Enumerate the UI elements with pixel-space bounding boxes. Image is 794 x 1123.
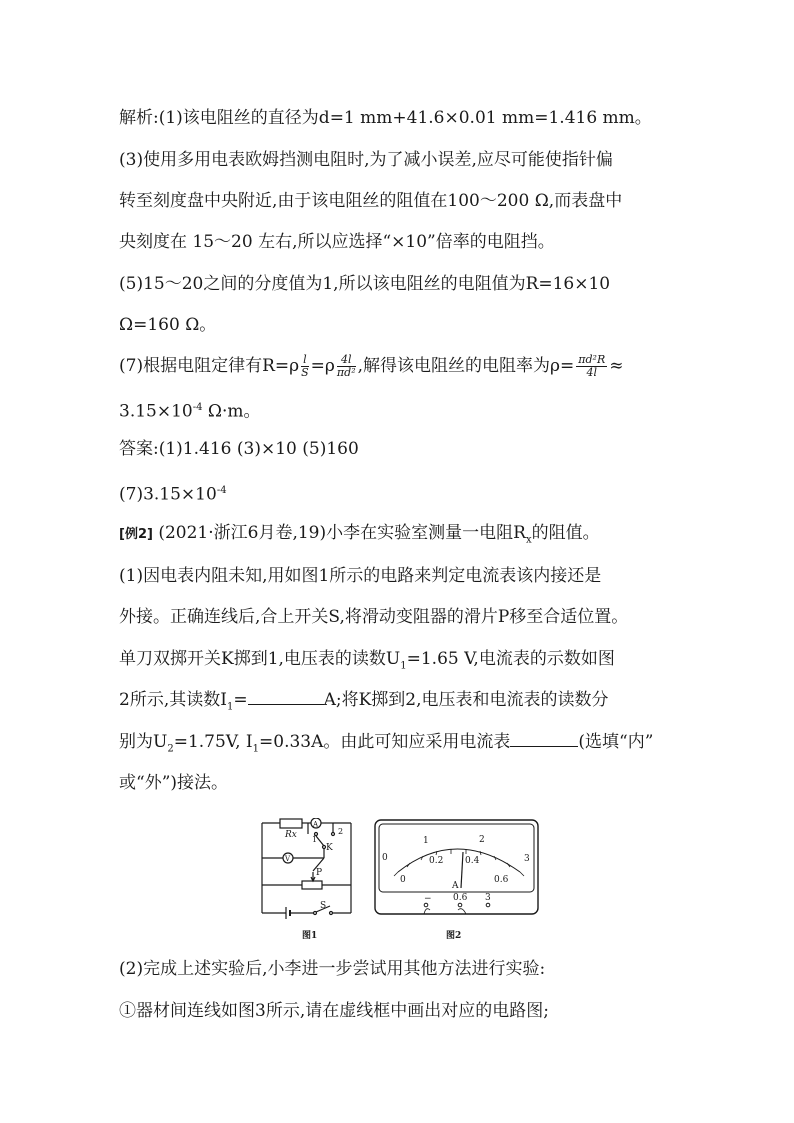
caption-fig1: 图1	[302, 931, 318, 941]
u1-subscript: 1	[400, 660, 407, 672]
terminal-label-0-6: 0.6	[453, 893, 468, 903]
fraction-pid2r-over-4l: $\frac{\text{πd²R}}{4l}$	[578, 353, 606, 379]
analysis-line-8	[119, 397, 261, 423]
example-line-7: 或“外”)接法。	[119, 773, 229, 793]
label-ammeter: A	[313, 820, 319, 829]
example-line-3: 外接。正确连线后,合上开关S,将滑动变阻器的滑片P移至合适位置。	[119, 607, 629, 627]
scale-bottom-0: 0	[400, 875, 406, 885]
resistivity-exponent: -4	[192, 402, 203, 413]
answer-resistivity: (7)3.15×10	[119, 484, 217, 505]
meter-needle	[461, 852, 463, 888]
label-rx: Rx	[285, 830, 297, 840]
resistivity-unit: Ω·m。	[202, 401, 261, 422]
figures-svg	[258, 818, 540, 946]
scale-bottom-0-2: 0.2	[429, 856, 444, 866]
example-line-4	[119, 648, 615, 677]
answer-line-2	[119, 480, 227, 506]
analysis-line-7	[119, 354, 623, 379]
label-p: P	[316, 868, 323, 878]
example-line-6-d: (选填“内”	[578, 732, 654, 752]
figure-2-labels	[382, 835, 530, 941]
i1-subscript: 1	[226, 701, 234, 713]
answer-exponent: -4	[216, 485, 227, 496]
example-line-6-c: =0.33A。由此可知应采用电流表	[259, 732, 511, 752]
example-tag: [例2]	[119, 527, 153, 542]
scale-top-3: 3	[524, 854, 530, 864]
lead-wire-2	[458, 909, 466, 914]
example-line-6-b: =1.75V, I	[173, 732, 253, 752]
formula-text-d: ≈	[609, 356, 624, 376]
connection-method-blank[interactable]	[510, 746, 578, 747]
example-line-5-a: 2所示,其读数I	[119, 690, 227, 710]
scale-top-0: 0	[382, 853, 388, 863]
scale-bottom-0-4: 0.4	[465, 856, 480, 866]
caption-fig2: 图2	[446, 931, 462, 941]
example-source: (2021·浙江6月卷,19)小李在实验室测量一电阻R	[158, 523, 526, 543]
analysis-line-6: Ω=160 Ω。	[119, 315, 217, 335]
rheostat	[302, 881, 322, 889]
analysis-line-2: (3)使用多用电表欧姆挡测电阻时,为了减小误差,应尽可能使指针偏	[119, 150, 613, 170]
scale-top-1: 1	[423, 836, 429, 846]
label-k: K	[326, 843, 333, 853]
formula-text-c: ,解得该电阻丝的电阻率为ρ=	[357, 356, 575, 376]
label-pos-1: 1	[312, 835, 318, 844]
example-line-6-a: 别为U	[119, 732, 168, 752]
i1-subscript-2: 1	[252, 743, 260, 755]
u2-subscript: 2	[167, 743, 174, 755]
label-s: S	[320, 901, 327, 911]
contact-2	[332, 833, 335, 836]
terminal-label-minus: −	[424, 894, 432, 904]
lead-wire-1	[424, 909, 430, 914]
fraction-l-over-s: $\frac{l}{S}$	[301, 353, 309, 379]
rx-subscript: x	[525, 534, 532, 546]
analysis-line-4: 央刻度在 15～20 左右,所以应选择“×10”倍率的电阻挡。	[119, 232, 555, 252]
example-line-5-b: =	[233, 690, 248, 710]
current-reading-blank[interactable]	[248, 704, 324, 705]
scale-bottom-0-6: 0.6	[494, 875, 509, 885]
example-line-1	[119, 522, 600, 551]
answer-line-1: 答案:(1)1.416 (3)×10 (5)160	[119, 439, 359, 459]
formula-text-a: (7)根据电阻定律有R=ρ	[119, 356, 300, 376]
example-line-5-c: A;将K掷到2,电压表和电流表的读数分	[323, 690, 609, 710]
example-line-2: (1)因电表内阻未知,用如图1所示的电路来判定电流表该内接还是	[119, 566, 602, 586]
part2-line-2: ①器材间连线如图3所示,请在虚线框中画出对应的电路图;	[119, 1001, 549, 1021]
terminal-3	[486, 903, 490, 907]
resistivity-value: 3.15×10	[119, 401, 193, 422]
analysis-line-1: 解析:(1)该电阻丝的直径为d=1 mm+41.6×0.01 mm=1.416 mm。	[119, 108, 652, 128]
example-line-1-end: 的阻值。	[531, 523, 600, 543]
example-line-4-b: =1.65 V,电流表的示数如图	[406, 649, 615, 669]
label-voltmeter: V	[285, 855, 291, 863]
unit-label: A	[452, 881, 459, 891]
circuit-figures	[258, 818, 540, 950]
analysis-line-3: 转至刻度盘中央附近,由于该电阻丝的阻值在100～200 Ω,而表盘中	[119, 191, 623, 211]
terminal-0-6	[458, 903, 462, 907]
part2-line-1: (2)完成上述实验后,小李进一步尝试用其他方法进行实验:	[119, 959, 546, 979]
scale-arc	[398, 849, 520, 872]
analysis-line-5: (5)15～20之间的分度值为1,所以该电阻丝的电阻值为R=16×10	[119, 274, 611, 294]
scale-top-2: 2	[479, 835, 485, 845]
formula-text-b: =ρ	[310, 356, 335, 376]
example-line-4-a: 单刀双掷开关K掷到1,电压表的读数U	[119, 649, 401, 669]
terminal-label-3: 3	[485, 893, 491, 903]
fraction-4l-over-pid2: $\frac{4l}{\text{πd²}}$	[336, 353, 356, 379]
switch-k-blade	[316, 836, 324, 846]
label-pos-2: 2	[338, 827, 344, 836]
example-line-6	[119, 731, 653, 760]
resistor-rx	[280, 819, 302, 828]
example-line-5	[119, 689, 609, 718]
